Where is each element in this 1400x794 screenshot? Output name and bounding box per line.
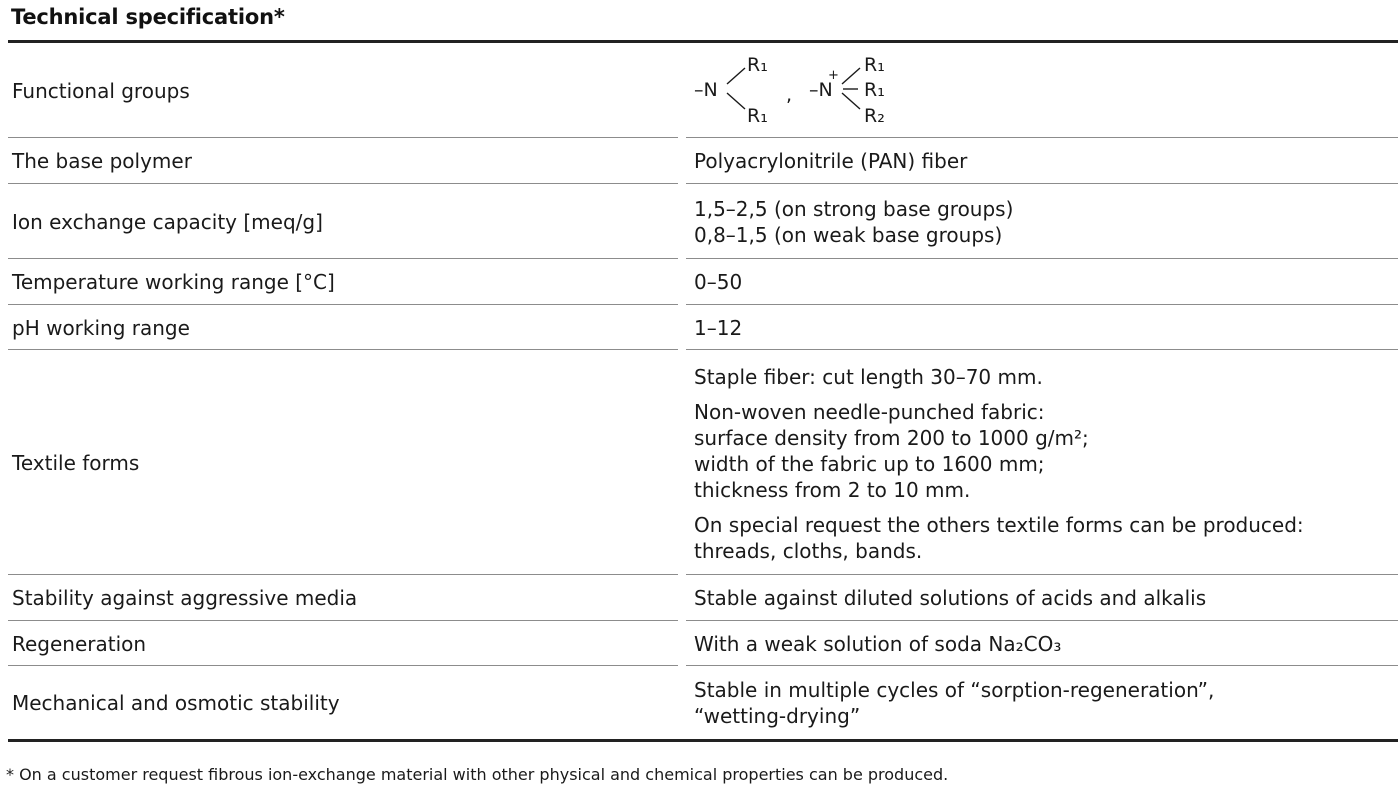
- value-block: [694, 512, 1398, 564]
- group2-charge: +: [828, 67, 839, 83]
- table-row: [8, 666, 1398, 739]
- value-block: [694, 399, 1398, 503]
- row-label: pH working range: [12, 315, 190, 340]
- functional-groups-structure: [694, 51, 914, 131]
- value-line: Non-woven needle-punched fabric:: [694, 399, 1045, 424]
- value-text: 1–12: [694, 315, 743, 340]
- row-label: The base polymer: [12, 149, 192, 173]
- formula-separator: ,: [786, 83, 793, 106]
- value-line: threads, cloths, bands.: [694, 538, 923, 563]
- spec-table: [8, 40, 1398, 742]
- value-line: Stable in multiple cycles of “sorption-regeneration”,: [694, 677, 1215, 702]
- row-label: Functional groups: [12, 78, 190, 103]
- table-row: [8, 350, 1398, 575]
- table-title: Technical specification*: [11, 5, 285, 29]
- value-text: 0–50: [694, 270, 743, 294]
- row-label: Temperature working range [°C]: [12, 270, 335, 294]
- row-value: [678, 259, 1398, 305]
- row-value: [678, 575, 1398, 621]
- value-line: 1,5–2,5 (on strong base groups): [694, 196, 1014, 221]
- value-line: 0,8–1,5 (on weak base groups): [694, 222, 1003, 247]
- table-row: [8, 43, 1398, 138]
- group2-atom: –N: [809, 78, 833, 101]
- value-line: Staple fiber: cut length 30–70 mm.: [694, 364, 1043, 389]
- row-value: [678, 350, 1398, 575]
- group1-atom: –N: [694, 78, 718, 101]
- group1-sub-top: R₁: [747, 53, 768, 76]
- group2-sub-bottom: R₂: [864, 104, 885, 127]
- row-value: [678, 305, 1398, 350]
- value-text: With a weak solution of soda Na₂CO₃: [694, 631, 1062, 656]
- group2-sub-mid: R₁: [864, 78, 885, 101]
- table-row: [8, 575, 1398, 621]
- row-label: Mechanical and osmotic stability: [12, 690, 340, 715]
- table-row: [8, 259, 1398, 305]
- row-value: [678, 666, 1398, 739]
- row-value: [678, 184, 1398, 259]
- table-row: [8, 621, 1398, 666]
- row-label: Stability against aggressive media: [12, 586, 358, 610]
- value-line: width of the fabric up to 1600 mm;: [694, 451, 1045, 476]
- group2-sub-top: R₁: [864, 53, 885, 76]
- footnote: * On a customer request fibrous ion-exchange material with other physical and chemical properties can be produced.: [6, 765, 949, 784]
- group1-sub-bottom: R₁: [747, 104, 768, 127]
- value-line: “wetting-drying”: [694, 703, 861, 728]
- row-value: [678, 138, 1398, 184]
- row-label: Regeneration: [12, 631, 147, 656]
- functional-groups-formula: [678, 43, 1398, 138]
- row-label: Ion exchange capacity [meq/g]: [12, 209, 323, 234]
- table-row: [8, 138, 1398, 184]
- value-line: On special request the others textile forms can be produced:: [694, 512, 1304, 537]
- value-line: thickness from 2 to 10 mm.: [694, 477, 971, 502]
- table-row: [8, 184, 1398, 259]
- value-line: surface density from 200 to 1000 g/m²;: [694, 425, 1089, 450]
- value-text: Stable against diluted solutions of acids and alkalis: [694, 586, 1207, 610]
- row-label: Textile forms: [12, 450, 140, 475]
- row-value: [678, 621, 1398, 666]
- value-text: Polyacrylonitrile (PAN) fiber: [694, 149, 968, 173]
- value-block: [694, 364, 1398, 390]
- table-row: [8, 305, 1398, 350]
